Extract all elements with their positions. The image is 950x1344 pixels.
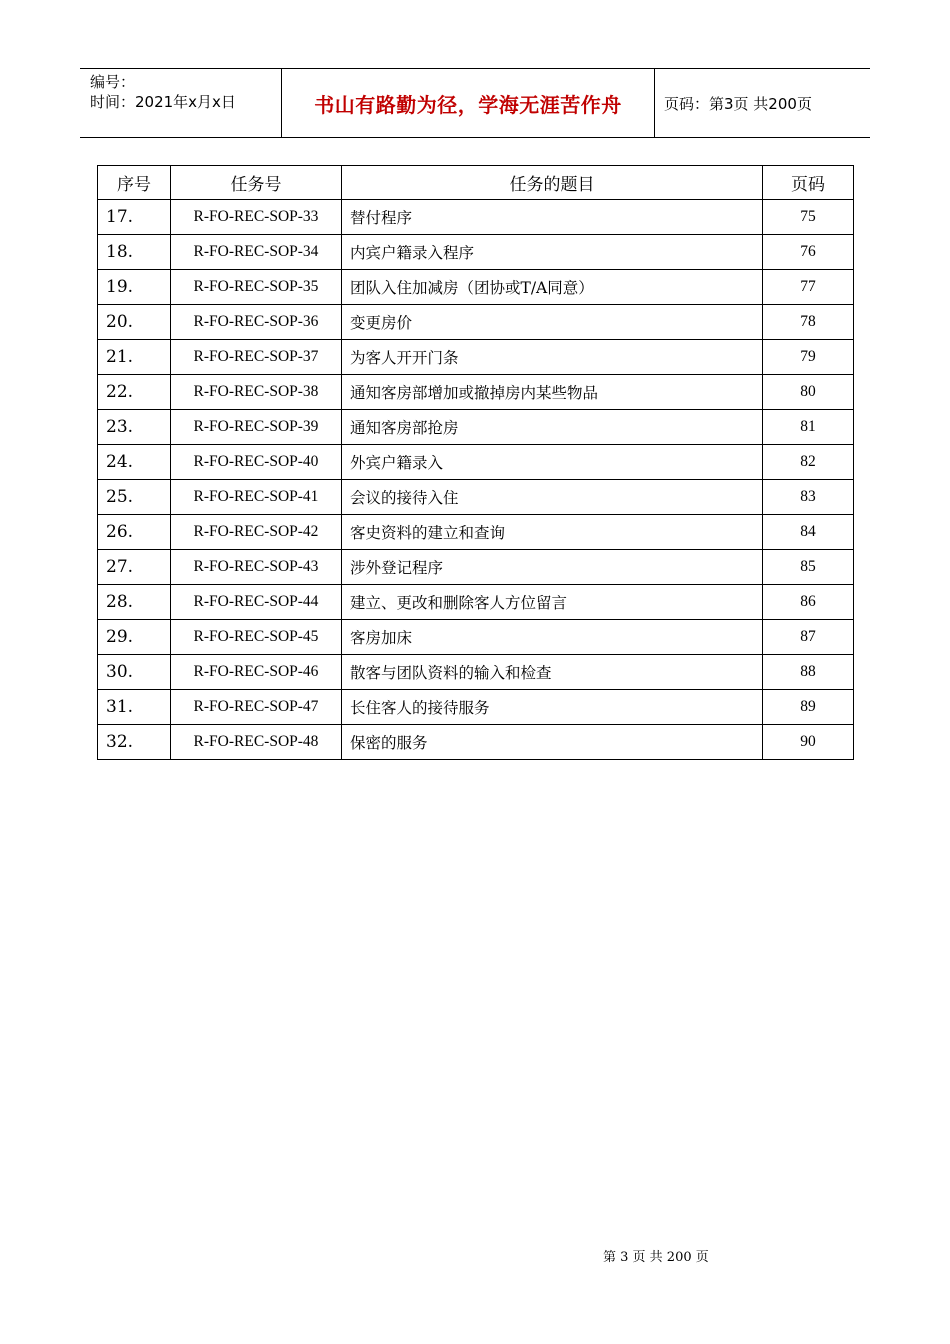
row-page: 83 <box>763 480 854 515</box>
row-task-code: R-FO-REC-SOP-36 <box>171 305 342 340</box>
row-task-title: 外宾户籍录入 <box>342 445 763 480</box>
row-number: 27. <box>98 550 171 585</box>
row-page: 78 <box>763 305 854 340</box>
slogan: 书山有路勤为径，学海无涯苦作舟 <box>314 92 622 117</box>
row-page: 90 <box>763 725 854 760</box>
row-page: 87 <box>763 620 854 655</box>
serial-label: 编号： <box>90 73 136 91</box>
header-page-cell <box>654 69 870 137</box>
row-page: 84 <box>763 515 854 550</box>
table-row <box>98 655 854 690</box>
row-number: 22. <box>98 375 171 410</box>
row-task-title: 内宾户籍录入程序 <box>342 235 763 270</box>
row-task-code: R-FO-REC-SOP-47 <box>171 690 342 725</box>
row-task-code: R-FO-REC-SOP-34 <box>171 235 342 270</box>
row-number: 26. <box>98 515 171 550</box>
row-number: 28. <box>98 585 171 620</box>
table-row <box>98 725 854 760</box>
row-page: 89 <box>763 690 854 725</box>
row-task-title: 涉外登记程序 <box>342 550 763 585</box>
row-number: 31. <box>98 690 171 725</box>
header-meta <box>80 69 280 137</box>
page-header <box>80 68 870 138</box>
row-page: 85 <box>763 550 854 585</box>
table-row <box>98 340 854 375</box>
row-task-code: R-FO-REC-SOP-35 <box>171 270 342 305</box>
row-page: 81 <box>763 410 854 445</box>
row-task-code: R-FO-REC-SOP-41 <box>171 480 342 515</box>
table-row <box>98 445 854 480</box>
table-row <box>98 235 854 270</box>
row-task-code: R-FO-REC-SOP-39 <box>171 410 342 445</box>
row-task-code: R-FO-REC-SOP-45 <box>171 620 342 655</box>
row-page: 77 <box>763 270 854 305</box>
row-number: 30. <box>98 655 171 690</box>
row-page: 79 <box>763 340 854 375</box>
row-task-title: 为客人开开门条 <box>342 340 763 375</box>
table-row <box>98 550 854 585</box>
table-row <box>98 410 854 445</box>
table-row <box>98 480 854 515</box>
row-number: 19. <box>98 270 171 305</box>
row-task-title: 通知客房部增加或撤掉房内某些物品 <box>342 375 763 410</box>
row-task-title: 团队入住加减房（团协或T/A同意） <box>342 270 763 305</box>
table-row <box>98 200 854 235</box>
table-header-row <box>98 166 854 200</box>
header-slogan-cell <box>281 69 655 137</box>
row-task-title: 保密的服务 <box>342 725 763 760</box>
row-number: 29. <box>98 620 171 655</box>
row-task-code: R-FO-REC-SOP-43 <box>171 550 342 585</box>
row-task-code: R-FO-REC-SOP-38 <box>171 375 342 410</box>
row-task-title: 客史资料的建立和查询 <box>342 515 763 550</box>
row-task-code: R-FO-REC-SOP-40 <box>171 445 342 480</box>
row-page: 75 <box>763 200 854 235</box>
row-task-title: 会议的接待入住 <box>342 480 763 515</box>
column-header-number: 序号 <box>98 166 171 200</box>
row-number: 25. <box>98 480 171 515</box>
row-page: 80 <box>763 375 854 410</box>
column-header-task-title: 任务的题目 <box>342 166 763 200</box>
row-task-title: 长住客人的接待服务 <box>342 690 763 725</box>
table-row <box>98 270 854 305</box>
column-header-task-code: 任务号 <box>171 166 342 200</box>
row-number: 23. <box>98 410 171 445</box>
row-page: 76 <box>763 235 854 270</box>
table-row <box>98 620 854 655</box>
row-number: 17. <box>98 200 171 235</box>
row-number: 32. <box>98 725 171 760</box>
row-page: 82 <box>763 445 854 480</box>
row-number: 18. <box>98 235 171 270</box>
row-task-title: 变更房价 <box>342 305 763 340</box>
row-task-title: 散客与团队资料的输入和检查 <box>342 655 763 690</box>
row-number: 21. <box>98 340 171 375</box>
time-label: 时间：2021年x月x日 <box>90 93 236 111</box>
page-footer: 第 3 页 共 200 页 <box>603 1250 709 1265</box>
table-row <box>98 585 854 620</box>
table-row <box>98 515 854 550</box>
table-row <box>98 375 854 410</box>
row-task-code: R-FO-REC-SOP-42 <box>171 515 342 550</box>
row-page: 86 <box>763 585 854 620</box>
row-task-title: 建立、更改和删除客人方位留言 <box>342 585 763 620</box>
row-task-title: 客房加床 <box>342 620 763 655</box>
row-number: 24. <box>98 445 171 480</box>
row-task-code: R-FO-REC-SOP-37 <box>171 340 342 375</box>
row-task-title: 通知客房部抢房 <box>342 410 763 445</box>
row-task-code: R-FO-REC-SOP-33 <box>171 200 342 235</box>
row-task-title: 替付程序 <box>342 200 763 235</box>
row-task-code: R-FO-REC-SOP-46 <box>171 655 342 690</box>
row-number: 20. <box>98 305 171 340</box>
table-row <box>98 305 854 340</box>
header-page-info: 页码：第3页 共200页 <box>664 94 812 113</box>
column-header-page: 页码 <box>763 166 854 200</box>
row-page: 88 <box>763 655 854 690</box>
task-table <box>97 165 854 760</box>
table-row <box>98 690 854 725</box>
row-task-code: R-FO-REC-SOP-48 <box>171 725 342 760</box>
row-task-code: R-FO-REC-SOP-44 <box>171 585 342 620</box>
